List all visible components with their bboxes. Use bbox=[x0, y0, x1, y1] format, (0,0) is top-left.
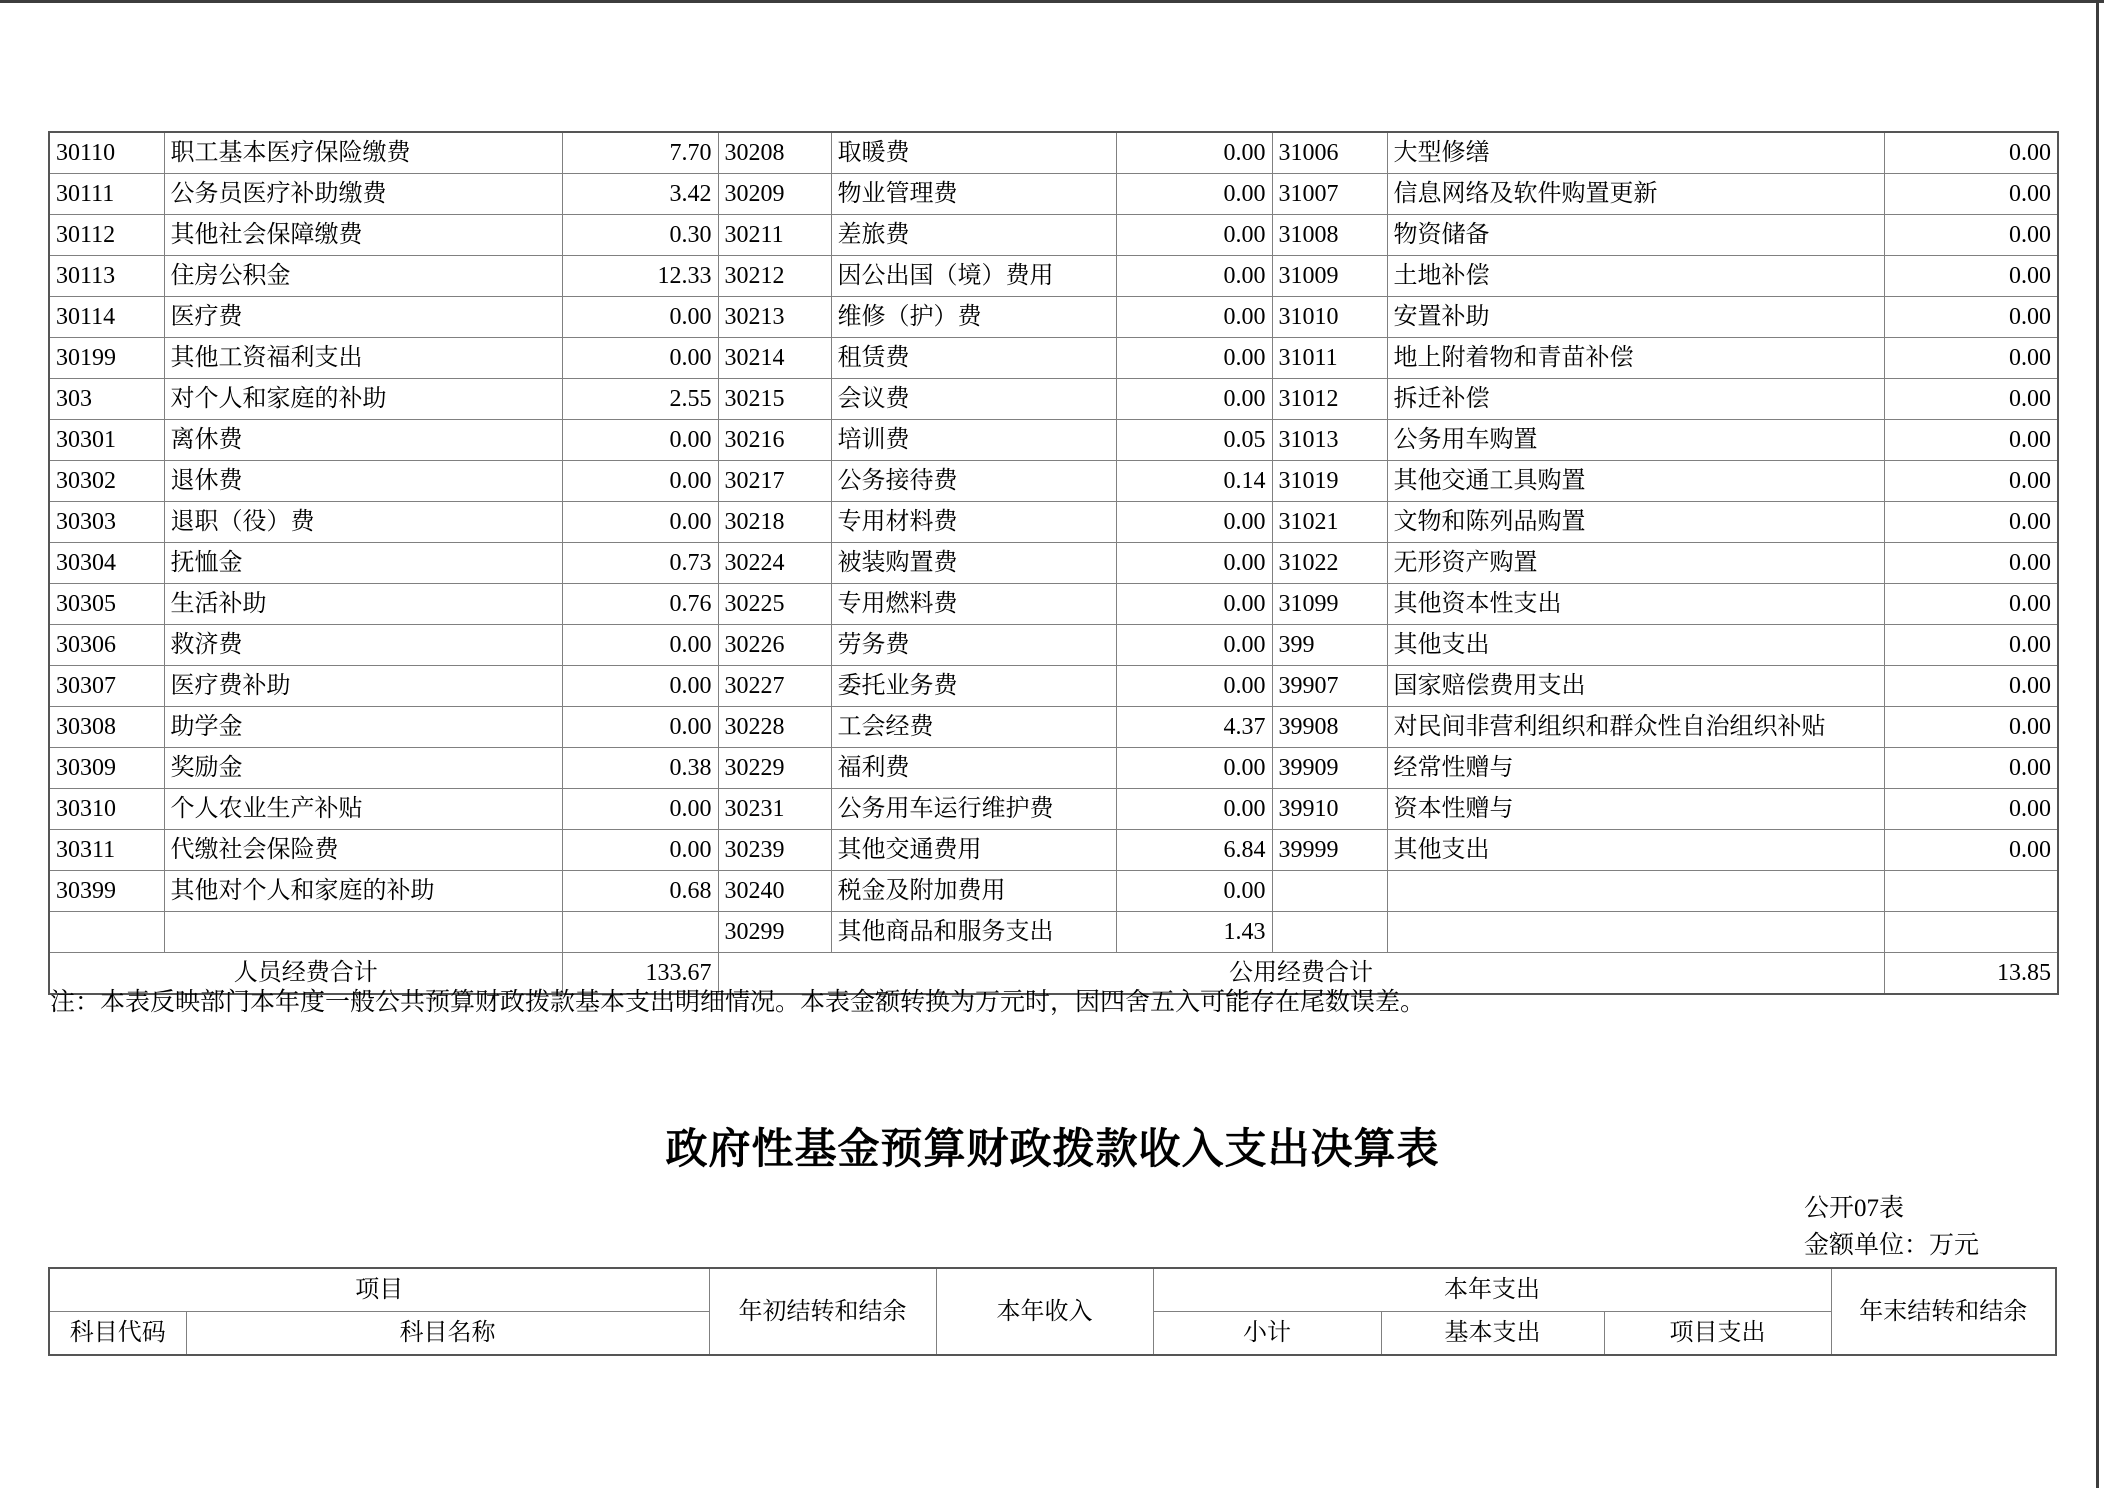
g3-name-cell: 经常性赠与 bbox=[1387, 748, 1884, 789]
g3-amount-cell: 0.00 bbox=[1884, 215, 2058, 256]
g1-code-cell: 30306 bbox=[49, 625, 164, 666]
g3-amount-cell: 0.00 bbox=[1884, 625, 2058, 666]
table1-row bbox=[49, 625, 2058, 666]
g3-code-cell: 39907 bbox=[1272, 666, 1387, 707]
g1-amount-cell: 0.00 bbox=[562, 420, 718, 461]
g1-amount-cell: 0.00 bbox=[562, 461, 718, 502]
g3-code-cell: 31008 bbox=[1272, 215, 1387, 256]
g1-name-cell: 医疗费补助 bbox=[164, 666, 562, 707]
g3-name-cell: 国家赔偿费用支出 bbox=[1387, 666, 1884, 707]
g1-amount-cell: 0.00 bbox=[562, 666, 718, 707]
g3-code-cell bbox=[1272, 912, 1387, 953]
g1-amount-cell: 0.68 bbox=[562, 871, 718, 912]
g3-name-cell bbox=[1387, 912, 1884, 953]
g1-name-cell: 离休费 bbox=[164, 420, 562, 461]
g3-amount-cell: 0.00 bbox=[1884, 666, 2058, 707]
g2-name-cell: 委托业务费 bbox=[831, 666, 1116, 707]
g1-name-cell: 住房公积金 bbox=[164, 256, 562, 297]
g3-amount-cell bbox=[1884, 871, 2058, 912]
g1-amount-cell: 7.70 bbox=[562, 132, 718, 174]
g3-code-cell: 399 bbox=[1272, 625, 1387, 666]
g2-code-cell: 30213 bbox=[718, 297, 831, 338]
g1-name-cell: 个人农业生产补贴 bbox=[164, 789, 562, 830]
g2-code-cell: 30224 bbox=[718, 543, 831, 584]
table1-row bbox=[49, 420, 2058, 461]
g2-amount-cell: 0.00 bbox=[1116, 625, 1272, 666]
g3-amount-cell: 0.00 bbox=[1884, 379, 2058, 420]
gov-fund-budget-table bbox=[48, 1267, 2057, 1356]
g1-code-cell: 30302 bbox=[49, 461, 164, 502]
g3-code-cell: 31010 bbox=[1272, 297, 1387, 338]
g2-name-cell: 因公出国（境）费用 bbox=[831, 256, 1116, 297]
g1-name-cell: 救济费 bbox=[164, 625, 562, 666]
g1-code-cell: 30113 bbox=[49, 256, 164, 297]
g2-code-cell: 30228 bbox=[718, 707, 831, 748]
table-code-label: 公开07表 bbox=[1804, 1195, 1905, 1222]
header-subject-name: 科目名称 bbox=[186, 1312, 709, 1356]
g2-amount-cell: 0.14 bbox=[1116, 461, 1272, 502]
g1-amount-cell: 0.00 bbox=[562, 625, 718, 666]
g3-amount-cell: 0.00 bbox=[1884, 132, 2058, 174]
g3-amount-cell: 0.00 bbox=[1884, 584, 2058, 625]
g1-amount-cell: 0.00 bbox=[562, 502, 718, 543]
g1-amount-cell: 0.00 bbox=[562, 830, 718, 871]
g3-amount-cell: 0.00 bbox=[1884, 297, 2058, 338]
g2-amount-cell: 0.00 bbox=[1116, 584, 1272, 625]
g2-name-cell: 维修（护）费 bbox=[831, 297, 1116, 338]
g2-amount-cell: 0.00 bbox=[1116, 215, 1272, 256]
g2-code-cell: 30214 bbox=[718, 338, 831, 379]
g1-amount-cell: 0.76 bbox=[562, 584, 718, 625]
g3-code-cell: 31011 bbox=[1272, 338, 1387, 379]
header-project-expenditure: 项目支出 bbox=[1604, 1312, 1831, 1356]
g1-amount-cell: 0.00 bbox=[562, 297, 718, 338]
g2-name-cell: 税金及附加费用 bbox=[831, 871, 1116, 912]
g1-name-cell: 抚恤金 bbox=[164, 543, 562, 584]
g3-name-cell: 资本性赠与 bbox=[1387, 789, 1884, 830]
public-total-value: 13.85 bbox=[1884, 953, 2058, 995]
g1-code-cell: 303 bbox=[49, 379, 164, 420]
g3-code-cell bbox=[1272, 871, 1387, 912]
table1-row bbox=[49, 543, 2058, 584]
table1-row bbox=[49, 379, 2058, 420]
g2-amount-cell: 0.00 bbox=[1116, 338, 1272, 379]
g1-code-cell: 30301 bbox=[49, 420, 164, 461]
g2-name-cell: 专用材料费 bbox=[831, 502, 1116, 543]
g3-code-cell: 31019 bbox=[1272, 461, 1387, 502]
g3-amount-cell: 0.00 bbox=[1884, 256, 2058, 297]
table1-row bbox=[49, 912, 2058, 953]
g2-amount-cell: 4.37 bbox=[1116, 707, 1272, 748]
header-current-income: 本年收入 bbox=[936, 1268, 1153, 1355]
g2-amount-cell: 0.00 bbox=[1116, 297, 1272, 338]
g2-amount-cell: 0.00 bbox=[1116, 132, 1272, 174]
g2-amount-cell: 0.00 bbox=[1116, 666, 1272, 707]
g2-code-cell: 30212 bbox=[718, 256, 831, 297]
g3-code-cell: 31006 bbox=[1272, 132, 1387, 174]
g2-code-cell: 30239 bbox=[718, 830, 831, 871]
g2-code-cell: 30209 bbox=[718, 174, 831, 215]
g1-code-cell: 30112 bbox=[49, 215, 164, 256]
g1-name-cell: 职工基本医疗保险缴费 bbox=[164, 132, 562, 174]
g2-name-cell: 取暖费 bbox=[831, 132, 1116, 174]
g2-amount-cell: 6.84 bbox=[1116, 830, 1272, 871]
g2-name-cell: 差旅费 bbox=[831, 215, 1116, 256]
g1-amount-cell: 0.00 bbox=[562, 338, 718, 379]
g1-code-cell: 30304 bbox=[49, 543, 164, 584]
g2-code-cell: 30229 bbox=[718, 748, 831, 789]
g1-name-cell: 医疗费 bbox=[164, 297, 562, 338]
g3-name-cell: 公务用车购置 bbox=[1387, 420, 1884, 461]
g2-code-cell: 30215 bbox=[718, 379, 831, 420]
g2-amount-cell: 0.00 bbox=[1116, 256, 1272, 297]
g3-name-cell: 其他支出 bbox=[1387, 625, 1884, 666]
g3-amount-cell bbox=[1884, 912, 2058, 953]
g2-name-cell: 专用燃料费 bbox=[831, 584, 1116, 625]
header-subject-code: 科目代码 bbox=[49, 1312, 186, 1356]
g1-name-cell: 对个人和家庭的补助 bbox=[164, 379, 562, 420]
g3-code-cell: 31007 bbox=[1272, 174, 1387, 215]
g3-name-cell: 文物和陈列品购置 bbox=[1387, 502, 1884, 543]
table1-row bbox=[49, 502, 2058, 543]
g1-name-cell: 公务员医疗补助缴费 bbox=[164, 174, 562, 215]
personnel-total-value: 133.67 bbox=[562, 953, 718, 995]
table1-row bbox=[49, 871, 2058, 912]
g1-amount-cell: 0.00 bbox=[562, 707, 718, 748]
g3-name-cell: 物资储备 bbox=[1387, 215, 1884, 256]
g2-code-cell: 30299 bbox=[718, 912, 831, 953]
g1-code-cell: 30309 bbox=[49, 748, 164, 789]
g2-code-cell: 30227 bbox=[718, 666, 831, 707]
table1-row bbox=[49, 789, 2058, 830]
table-footnote: 注：本表反映部门本年度一般公共预算财政拨款基本支出明细情况。本表金额转换为万元时，因四舍五入可能存在尾数误差。 bbox=[50, 989, 1426, 1016]
header-subtotal: 小计 bbox=[1153, 1312, 1381, 1356]
g1-amount-cell: 0.00 bbox=[562, 789, 718, 830]
table1-row bbox=[49, 461, 2058, 502]
g3-code-cell: 31099 bbox=[1272, 584, 1387, 625]
table2-header-row-1 bbox=[49, 1268, 2056, 1312]
g2-name-cell: 劳务费 bbox=[831, 625, 1116, 666]
g1-code-cell: 30310 bbox=[49, 789, 164, 830]
g3-amount-cell: 0.00 bbox=[1884, 830, 2058, 871]
g2-code-cell: 30226 bbox=[718, 625, 831, 666]
g3-name-cell: 安置补助 bbox=[1387, 297, 1884, 338]
g3-amount-cell: 0.00 bbox=[1884, 461, 2058, 502]
g2-amount-cell: 0.05 bbox=[1116, 420, 1272, 461]
g2-code-cell: 30231 bbox=[718, 789, 831, 830]
page-title: 政府性基金预算财政拨款收入支出决算表 bbox=[665, 1127, 1440, 1173]
g3-code-cell: 31009 bbox=[1272, 256, 1387, 297]
g1-name-cell: 其他工资福利支出 bbox=[164, 338, 562, 379]
g2-name-cell: 会议费 bbox=[831, 379, 1116, 420]
g1-name-cell: 生活补助 bbox=[164, 584, 562, 625]
table1-row bbox=[49, 666, 2058, 707]
g1-name-cell: 奖励金 bbox=[164, 748, 562, 789]
page-right-border bbox=[2096, 0, 2099, 1488]
g1-name-cell bbox=[164, 912, 562, 953]
g2-amount-cell: 1.43 bbox=[1116, 912, 1272, 953]
g2-name-cell: 培训费 bbox=[831, 420, 1116, 461]
g1-name-cell: 其他对个人和家庭的补助 bbox=[164, 871, 562, 912]
g3-name-cell bbox=[1387, 871, 1884, 912]
g1-code-cell: 30111 bbox=[49, 174, 164, 215]
unit-label: 金额单位：万元 bbox=[1804, 1232, 1980, 1259]
header-project: 项目 bbox=[49, 1268, 709, 1312]
g3-amount-cell: 0.00 bbox=[1884, 789, 2058, 830]
public-total-label: 公用经费合计 bbox=[718, 953, 1884, 995]
table1-row bbox=[49, 748, 2058, 789]
g2-name-cell: 公务接待费 bbox=[831, 461, 1116, 502]
table1-row bbox=[49, 174, 2058, 215]
g3-name-cell: 大型修缮 bbox=[1387, 132, 1884, 174]
g1-name-cell: 退休费 bbox=[164, 461, 562, 502]
g3-code-cell: 39999 bbox=[1272, 830, 1387, 871]
g1-code-cell: 30303 bbox=[49, 502, 164, 543]
g3-name-cell: 其他支出 bbox=[1387, 830, 1884, 871]
table-meta bbox=[1804, 1190, 1979, 1264]
header-closing-balance: 年末结转和结余 bbox=[1831, 1268, 2056, 1355]
g2-name-cell: 物业管理费 bbox=[831, 174, 1116, 215]
g3-amount-cell: 0.00 bbox=[1884, 748, 2058, 789]
g3-name-cell: 信息网络及软件购置更新 bbox=[1387, 174, 1884, 215]
g1-name-cell: 其他社会保障缴费 bbox=[164, 215, 562, 256]
g2-name-cell: 其他交通费用 bbox=[831, 830, 1116, 871]
g3-name-cell: 土地补偿 bbox=[1387, 256, 1884, 297]
g2-name-cell: 租赁费 bbox=[831, 338, 1116, 379]
g2-code-cell: 30240 bbox=[718, 871, 831, 912]
g1-name-cell: 助学金 bbox=[164, 707, 562, 748]
g3-amount-cell: 0.00 bbox=[1884, 174, 2058, 215]
g3-name-cell: 地上附着物和青苗补偿 bbox=[1387, 338, 1884, 379]
table1-row bbox=[49, 707, 2058, 748]
g3-code-cell: 31012 bbox=[1272, 379, 1387, 420]
g2-amount-cell: 0.00 bbox=[1116, 502, 1272, 543]
g2-code-cell: 30211 bbox=[718, 215, 831, 256]
g2-amount-cell: 0.00 bbox=[1116, 379, 1272, 420]
table1-row bbox=[49, 297, 2058, 338]
g3-amount-cell: 0.00 bbox=[1884, 543, 2058, 584]
g2-name-cell: 福利费 bbox=[831, 748, 1116, 789]
g1-amount-cell: 0.73 bbox=[562, 543, 718, 584]
g2-amount-cell: 0.00 bbox=[1116, 748, 1272, 789]
g1-amount-cell: 3.42 bbox=[562, 174, 718, 215]
g2-code-cell: 30217 bbox=[718, 461, 831, 502]
g3-name-cell: 无形资产购置 bbox=[1387, 543, 1884, 584]
g1-code-cell: 30311 bbox=[49, 830, 164, 871]
g3-name-cell: 拆迁补偿 bbox=[1387, 379, 1884, 420]
g1-code-cell: 30110 bbox=[49, 132, 164, 174]
g1-code-cell bbox=[49, 912, 164, 953]
table1-row bbox=[49, 132, 2058, 174]
basic-expenditure-detail-table bbox=[48, 131, 2059, 995]
table1-row bbox=[49, 584, 2058, 625]
g1-code-cell: 30399 bbox=[49, 871, 164, 912]
g3-amount-cell: 0.00 bbox=[1884, 338, 2058, 379]
g2-code-cell: 30225 bbox=[718, 584, 831, 625]
g2-amount-cell: 0.00 bbox=[1116, 871, 1272, 912]
g3-amount-cell: 0.00 bbox=[1884, 707, 2058, 748]
g1-amount-cell: 0.38 bbox=[562, 748, 718, 789]
g3-name-cell: 其他交通工具购置 bbox=[1387, 461, 1884, 502]
g1-name-cell: 退职（役）费 bbox=[164, 502, 562, 543]
personnel-total-label: 人员经费合计 bbox=[49, 953, 562, 995]
g3-code-cell: 39910 bbox=[1272, 789, 1387, 830]
table1-row bbox=[49, 338, 2058, 379]
g2-name-cell: 工会经费 bbox=[831, 707, 1116, 748]
table1-row bbox=[49, 830, 2058, 871]
g2-name-cell: 被装购置费 bbox=[831, 543, 1116, 584]
table1-body bbox=[49, 132, 2058, 953]
g1-code-cell: 30199 bbox=[49, 338, 164, 379]
g2-code-cell: 30208 bbox=[718, 132, 831, 174]
g3-code-cell: 39909 bbox=[1272, 748, 1387, 789]
header-opening-balance: 年初结转和结余 bbox=[709, 1268, 936, 1355]
header-current-expenditure: 本年支出 bbox=[1153, 1268, 1831, 1312]
header-basic-expenditure: 基本支出 bbox=[1381, 1312, 1604, 1356]
g2-code-cell: 30216 bbox=[718, 420, 831, 461]
page-top-border bbox=[0, 0, 2104, 3]
g2-name-cell: 其他商品和服务支出 bbox=[831, 912, 1116, 953]
table1-row bbox=[49, 215, 2058, 256]
table1-row bbox=[49, 256, 2058, 297]
g3-name-cell: 其他资本性支出 bbox=[1387, 584, 1884, 625]
g2-name-cell: 公务用车运行维护费 bbox=[831, 789, 1116, 830]
g2-amount-cell: 0.00 bbox=[1116, 789, 1272, 830]
g1-code-cell: 30114 bbox=[49, 297, 164, 338]
g3-name-cell: 对民间非营利组织和群众性自治组织补贴 bbox=[1387, 707, 1884, 748]
g2-amount-cell: 0.00 bbox=[1116, 174, 1272, 215]
g1-code-cell: 30307 bbox=[49, 666, 164, 707]
g3-amount-cell: 0.00 bbox=[1884, 420, 2058, 461]
g1-code-cell: 30308 bbox=[49, 707, 164, 748]
g1-code-cell: 30305 bbox=[49, 584, 164, 625]
g1-amount-cell bbox=[562, 912, 718, 953]
g3-code-cell: 31022 bbox=[1272, 543, 1387, 584]
g2-amount-cell: 0.00 bbox=[1116, 543, 1272, 584]
g1-amount-cell: 2.55 bbox=[562, 379, 718, 420]
g3-code-cell: 31021 bbox=[1272, 502, 1387, 543]
g1-amount-cell: 0.30 bbox=[562, 215, 718, 256]
g1-name-cell: 代缴社会保险费 bbox=[164, 830, 562, 871]
g1-amount-cell: 12.33 bbox=[562, 256, 718, 297]
g2-code-cell: 30218 bbox=[718, 502, 831, 543]
g3-amount-cell: 0.00 bbox=[1884, 502, 2058, 543]
g3-code-cell: 31013 bbox=[1272, 420, 1387, 461]
g3-code-cell: 39908 bbox=[1272, 707, 1387, 748]
